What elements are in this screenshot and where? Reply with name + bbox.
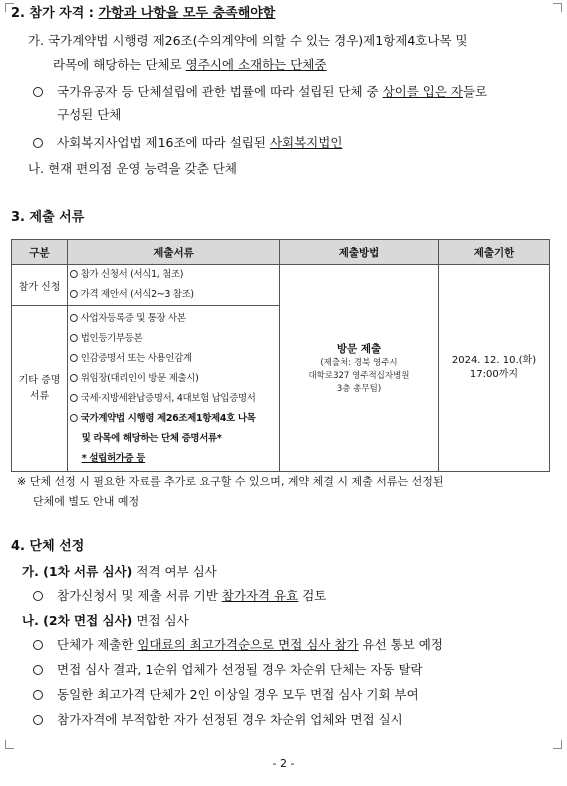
sec2-bullet-2-underlined: 사회복지법인 (269, 135, 343, 150)
circle-bullet-icon (70, 270, 78, 278)
doc-item (68, 285, 275, 305)
doc-item (68, 309, 275, 329)
circle-bullet-icon (33, 591, 43, 601)
section-2-heading-text: 2. 참가 자격 : (11, 6, 99, 21)
sec2-ga-line1: 가. 국가계약법 시행령 제26조(수의계약에 의할 수 있는 경우)제1항제4호나목 및 (28, 33, 468, 48)
crop-mark-bottom-left (5, 740, 14, 749)
doc-item (68, 369, 275, 389)
circle-bullet-icon (70, 290, 78, 298)
doc-item-text: 법인등기부등본 (80, 333, 143, 344)
sec4-na-item-1-text: 단체가 제출한 (57, 637, 138, 652)
page-number: - 2 - (272, 757, 295, 770)
doc-item-text: 위임장(대리인이 방문 제출시) (80, 373, 199, 384)
sec2-bullet-1-text: 국가유공자 등 단체설립에 관한 법률에 따라 설립된 단체 중 (57, 84, 383, 99)
sec2-bullet-1-underlined: 상이를 입은 자 (382, 84, 463, 99)
row-label-line: 서류 (29, 390, 50, 402)
sec4-na-item-2-text: 면접 심사 결과, 1순위 업체가 선정될 경우 차순위 단체는 자동 탈락 (57, 662, 423, 677)
row-label-line: 기타 증명 (18, 374, 61, 386)
table-row (12, 265, 550, 306)
sec4-ga-item-1-text: 참가신청서 및 제출 서류 기반 (57, 588, 222, 603)
circle-bullet-icon (33, 690, 43, 700)
submission-method-cell (280, 265, 439, 472)
sec4-na-item-1-underlined: 임대료의 최고가격순으로 면접 심사 참가 (137, 637, 359, 652)
sec2-na: 나. 현재 편의점 운영 능력을 갖춘 단체 (28, 161, 237, 176)
sec4-na-item-2 (33, 662, 423, 678)
doc-item-bold (68, 409, 275, 429)
deadline-cell (439, 265, 550, 472)
sec4-ga-bold: 가. (1차 서류 심사) (22, 564, 133, 579)
table-header-cell: 제출기한 (439, 240, 550, 265)
sec2-bullet-1-tail: 들로 (462, 84, 488, 99)
doc-item-text: 인감증명서 또는 사용인감계 (80, 353, 192, 364)
section-2-heading-underlined: 가항과 나항을 모두 충족해야함 (98, 6, 276, 21)
circle-bullet-icon (70, 374, 78, 382)
circle-bullet-icon (70, 314, 78, 322)
sec4-na-item-3 (33, 687, 419, 703)
doc-item-text: 사업자등록증 및 통장 사본 (80, 313, 186, 324)
section-4-heading: 4. 단체 선정 (11, 539, 85, 554)
row-label-application: 참가 신청 (12, 265, 68, 306)
table-header-cell: 구분 (12, 240, 68, 265)
method-line: (제출처: 경북 영주시 (320, 357, 398, 368)
circle-bullet-icon (33, 87, 43, 97)
doc-item (68, 389, 275, 409)
doc-item-text: 국세·지방세완납증명서, 4대보험 납입증명서 (80, 393, 256, 404)
sec4-na (22, 613, 189, 629)
table-header-cell: 제출방법 (280, 240, 439, 265)
method-line: 대학로327 영주적십자병원 (308, 370, 410, 381)
deadline-date: 2024. 12. 10.(화) (451, 355, 537, 366)
doc-item-footnote (68, 449, 275, 469)
circle-bullet-icon (33, 640, 43, 650)
sec4-na-bold: 나. (2차 면접 심사) (22, 613, 133, 628)
sec3-note-line2: 단체에 별도 안내 예정 (33, 495, 140, 508)
sec4-ga (22, 564, 217, 580)
doc-footnote-text: * 설립허가증 등 (81, 453, 146, 464)
circle-bullet-icon (33, 665, 43, 675)
circle-bullet-icon (33, 138, 43, 148)
sec4-ga-text: 적격 여부 심사 (132, 564, 217, 579)
sec2-ga-line2-text: 라목에 해당하는 단체로 (53, 57, 186, 72)
table-header-cell: 제출서류 (68, 240, 280, 265)
sec4-ga-item-1-underlined: 참가자격 유효 (221, 588, 299, 603)
sec2-ga-line2 (53, 57, 326, 73)
doc-item (68, 329, 275, 349)
sec2-bullet-2 (33, 135, 342, 151)
crop-mark-bottom-right (553, 740, 562, 749)
sec4-na-item-4-text: 참가자격에 부적합한 자가 선정된 경우 차순위 업체와 면접 실시 (57, 712, 403, 727)
sec3-note-line1: ※ 단체 선정 시 필요한 자료를 추가로 요구할 수 있으며, 계약 체결 시 제출 서류는 선정된 (17, 475, 444, 488)
section-2-heading (11, 6, 275, 22)
sec4-na-item-3-text: 동일한 최고가격 단체가 2인 이상일 경우 모두 면접 심사 기회 부여 (57, 687, 419, 702)
sec2-bullet-2-text: 사회복지사업법 제16조에 따라 설립된 (57, 135, 270, 150)
row-label-other (12, 306, 68, 472)
row-docs-application (68, 265, 280, 306)
sec4-ga-item-1 (33, 588, 326, 604)
sec4-ga-item-1-tail: 검토 (298, 588, 327, 603)
row-docs-other (68, 306, 280, 472)
circle-bullet-icon (70, 334, 78, 342)
doc-item (68, 265, 275, 285)
sec2-bullet-1-line2: 구성된 단체 (57, 107, 122, 122)
sec2-ga-line2-underlined: 영주시에 소재하는 단체중 (185, 57, 327, 72)
sec4-na-item-1-tail: 유선 통보 예정 (358, 637, 443, 652)
sec4-na-item-1 (33, 637, 443, 653)
sec4-na-item-4 (33, 712, 403, 728)
circle-bullet-icon (70, 354, 78, 362)
method-title: 방문 제출 (336, 342, 382, 355)
circle-bullet-icon (70, 414, 78, 422)
circle-bullet-icon (33, 715, 43, 725)
sec4-na-text: 면접 심사 (132, 613, 189, 628)
doc-item (68, 349, 275, 369)
sec2-bullet-1 (33, 84, 487, 100)
table-header-row (12, 240, 550, 265)
section-3-heading: 3. 제출 서류 (11, 210, 85, 225)
crop-mark-top-right (553, 3, 562, 12)
method-line: 3층 총무팀) (336, 383, 382, 394)
submission-table (11, 239, 550, 472)
doc-item-bold-continued: 및 라목에 해당하는 단체 증명서류* (81, 433, 222, 444)
deadline-time: 17:00까지 (469, 369, 519, 380)
doc-item-text: 국가계약법 시행령 제26조제1항제4호 나목 (80, 413, 256, 424)
doc-item-text: 참가 신청서 (서식1, 첨조) (80, 269, 184, 280)
circle-bullet-icon (70, 394, 78, 402)
doc-item-text: 가격 제안서 (서식2~3 참조) (80, 289, 194, 300)
